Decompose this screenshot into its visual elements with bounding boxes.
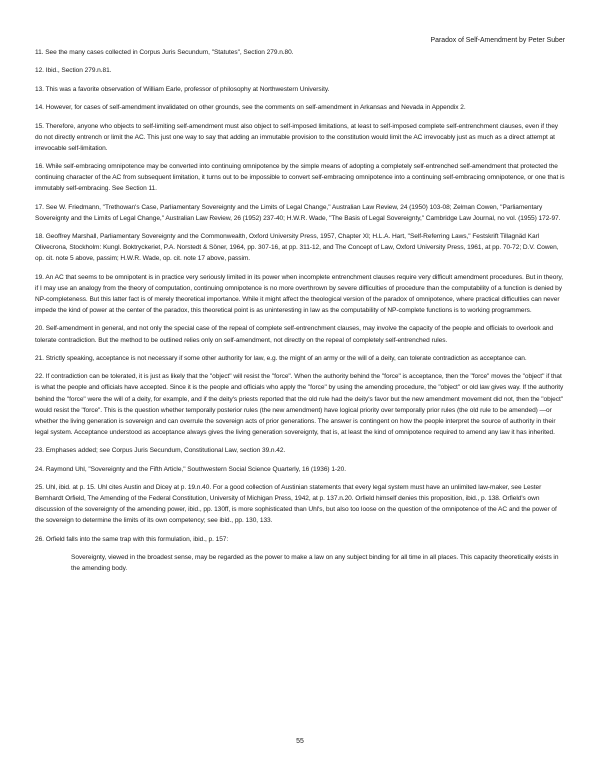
running-header: Paradox of Self-Amendment by Peter Suber: [430, 37, 565, 44]
endnote-11: 11. See the many cases collected in Corpus Juris Secundum, "Statutes", Section 279.n.80.: [35, 49, 294, 56]
endnote-22: 22. If contradiction can be tolerated, it is just as likely that the "object" will resist the "force". When the authority behind the "force" is acceptance, then the "force" moves the "object" if that is what the people and officials have accepted. Since it is the people and officials who apply the "force" by using the amending procedure, the "object" or old law gives way. If the authority behind the "force" were the will of a deity, for example, and if the deity's priests reported that the old rule had the deity's favor but the new amendment movement did not, then the "object" would resist the "force". This is the question whether temporally posterior rules (the new amendment) have logical priority over temporally prior rules (the old rule to be amended) —or whether the living generation is sovereign and can overrule the sovereign acts of prior generations. The answer is contingent on how the people interpret the source of authority in their legal system. Acceptance understood as acceptance always gives the living generation sovereignty, that is, at least the kind of omnipotence required to amend any law it has inherited.: [35, 373, 564, 436]
endnote-13: 13. This was a favorite observation of William Earle, professor of philosophy at Northwestern University.: [35, 85, 330, 93]
endnote-18: 18. Geoffrey Marshall, Parliamentary Sovereignty and the Commonwealth, Oxford University Press, 1957, Chapter XI; H.L.A. Hart, "Self-Referring Laws," Festskrift Tillagnäd Karl Olivecrona, Stockholm: Kungl. Boktryckeriet, P.A. Norstedt & Söner, 1964, pp. 307-16, at pp. 311-12, and The Concept of Law, Oxford University Press, 1961, at pp. 70-72; D.V. Cowen, op. cit. note 5 above, passim; H.W.R. Wade, op. cit. note 17 above, passim.: [35, 233, 559, 263]
endnote-12: 12. Ibid., Section 279.n.81.: [35, 67, 112, 75]
endnote-15: 15. Therefore, anyone who objects to self-limiting self-amendment must also object to self-imposed limitations, at least to self-imposed complete self-entrenchment clauses, even if they do not directly entrench or limit the AC. This just one way to say that adding an immutable provision to the constitution would limit the AC irrevocably just as much as a direct attempt at irrevocable self-limitation.: [35, 122, 559, 152]
endnote-17: 17. See W. Friedmann, "Trethowan's Case, Parliamentary Sovereignty and the Limits of Legal Change," Australian Law Review, 24 (1950) 103-08; Zelman Cowen, "Parliamentary Sovereignty and the Limits of Legal Change," Australian Law Review, 26 (1952) 237-40; H.W.R. Wade, "The Basis of Legal Sovereignty," Cambridge Law Journal, no vol. (1955) 172-97.: [35, 203, 561, 222]
endnote-21: 21. Strictly speaking, acceptance is not necessary if some other authority for law, e.g. the might of an army or the will of a deity, can tolerate contradiction as acceptance can.: [35, 354, 527, 362]
endnote-25: 25. Uhl, ibid. at p. 15. Uhl cites Austin and Dicey at p. 19.n.40. For a good collection of Austinian statements that every legal system must have an unlimited law-maker, see Lester Bernhardt Orfield, The Amending of the Federal Constitution, University of Michigan Press, 1942, at p. 137.n.20. Orfield himself denies this proposition, ibid., p. 138. Orfield's own discussion of the sovereignty of the amending power, ibid., pp. 130ff, is more sophisticated than Uhl's, but also too loose on the question of the omnipotence of the AC and the power of the sovereign to determine the limits of its own competency; see ibid., pp. 130, 133.: [35, 483, 557, 525]
endnote-16: 16. While self-embracing omnipotence may be converted into continuing omnipotence by the simple means of adopting a completely self-entrenched self-amendment that protected the continuing character of the AC from subsequent limitation, it turns out to be impossible to convert self-embracing omnipotence into a continuing self-embracing omnipotence, or one that is immutably self-embracing. See Section 11.: [35, 163, 565, 193]
endnote-26: 26. Orfield falls into the same trap with this formulation, ibid., p. 157:: [35, 535, 229, 543]
endnotes-list: [35, 47, 566, 574]
endnote-20: 20. Self-amendment in general, and not only the special case of the repeal of complete self-entrenchment clauses, may involve the capacity of the people and officials to overlook and tolerate contradiction. But the method to be outlined relies only on self-amendment, not directly on the repeal of completely self-entrenched rules.: [35, 325, 554, 344]
endnote-14: 14. However, for cases of self-amendment invalidated on other grounds, see the comments on self-amendment in Arkansas and Nevada in Appendix 2.: [35, 104, 466, 112]
endnote-24: 24. Raymond Uhl, "Sovereignty and the Fifth Article," Southwestern Social Science Quarterly, 16 (1936) 1-20.: [35, 465, 346, 473]
block-quote: Sovereignty, viewed in the broadest sense, may be regarded as the power to make a law on any subject binding for all time in all places. This capacity theoretically exists in the amending body.: [71, 554, 559, 573]
endnote-23: 23. Emphases added; see Corpus Juris Secundum, Constitutional Law, section 39.n.42.: [35, 447, 286, 455]
page-number: 55: [296, 738, 304, 745]
endnote-19: 19. An AC that seems to be omnipotent is in practice very seriously limited in its power when incomplete entrenchment clauses require very difficult amendment procedures. But in theory, if I may use an analogy from the theory of computation, continuing omnipotence is no more overthrown by severe difficulties of procedure than the computability of a function is denied by NP-completeness. But this latter fact is of merely theoretical importance. While it might affect the theological version of the paradox of omnipotence, where practical difficulties can never impede the kind of power at the center of the paradox, this theoretical point is as uninteresting in law as the computability of NP-complete functions is to working programmers.: [35, 273, 563, 315]
